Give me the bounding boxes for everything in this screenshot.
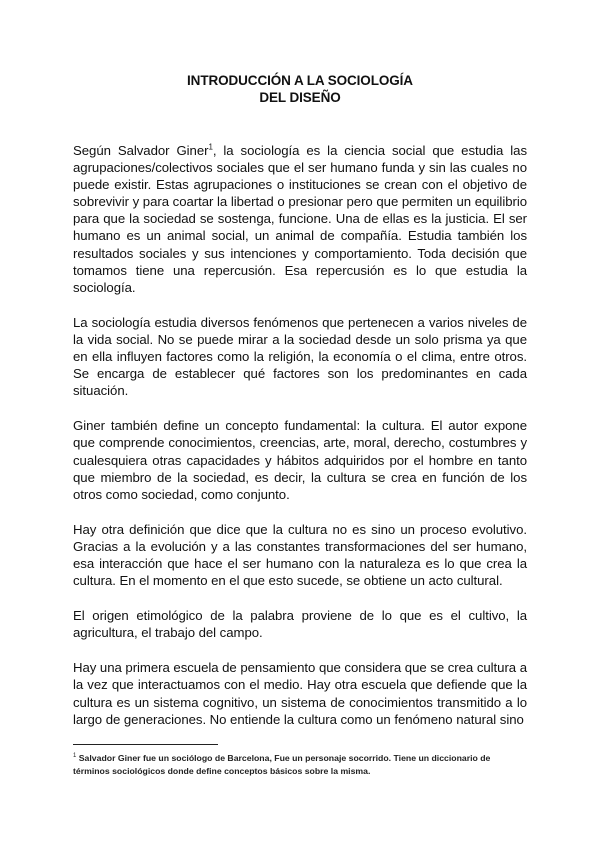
document-title: [73, 72, 527, 106]
footnote: [73, 752, 528, 777]
paragraph-2: La sociología estudia diversos fenómenos que pertenecen a varios niveles de la vida social. No se puede mirar a la sociedad desde un solo prisma ya que en ella influyen factores como la religión, la economía o el clima, entre otros. Se encarga de establecer qué factores son los predominantes en cada situación.: [73, 314, 527, 399]
footnote-marker: 1: [73, 753, 77, 760]
document-body: [73, 142, 527, 728]
title-line-1: INTRODUCCIÓN A LA SOCIOLOGÍA: [187, 73, 413, 88]
paragraph-1-text-end: , la sociología es la ciencia social que estudia las agrupaciones/colectivos sociales que el ser humano funda y sin las cuales no puede existir. Estas agrupaciones o instituciones se crean con el objetivo de sobrevivir y para coartar la libertad o presionar pero que permiten un equilibrio para que la sociedad se sostenga, funcione. Una de ellas es la justicia. El ser humano es un animal social, un animal de compañía. Estudia también los resultados sociales y sus intenciones y comportamiento. Toda decisión que tomamos tiene una repercusión. Esa repercusión es lo que estudia la sociología.: [73, 143, 527, 295]
footnote-text: Salvador Giner fue un sociólogo de Barcelona, Fue un personaje socorrido. Tiene un diccionario de términos sociológicos donde define conceptos básicos sobre la misma.: [73, 753, 491, 776]
paragraph-3: Giner también define un concepto fundamental: la cultura. El autor expone que comprende conocimientos, creencias, arte, moral, derecho, costumbres y cualesquiera otras capacidades y hábitos adquiridos por el hombre en tanto que miembro de la sociedad, es decir, la cultura se crea en función de los otros como sociedad, como conjunto.: [73, 418, 527, 502]
paragraph-6: Hay una primera escuela de pensamiento que considera que se crea cultura a la vez que interactuamos con el medio. Hay otra escuela que defiende que la cultura es un sistema cognitivo, un sistema de conocimientos transmitido a lo largo de generaciones. No entiende la cultura como un fenómeno natural sino: [73, 660, 527, 727]
paragraph-5: El origen etimológico de la palabra proviene de lo que es el cultivo, la agricultura, el trabajo del campo.: [73, 608, 527, 641]
paragraph-1: [73, 142, 527, 296]
footnote-separator: [73, 744, 218, 745]
paragraph-4: Hay otra definición que dice que la cultura no es sino un proceso evolutivo. Gracias a la evolución y a las constantes transformaciones del ser humano, esa interacción que hace el ser humano con la naturaleza es lo que crea la cultura. En el momento en el que esto sucede, se obtiene un acto cultural.: [73, 521, 527, 589]
title-line-2: DEL DISEÑO: [259, 90, 341, 105]
footnote-reference: 1: [208, 142, 213, 152]
paragraph-1-text-start: Según Salvador Giner: [73, 143, 209, 158]
